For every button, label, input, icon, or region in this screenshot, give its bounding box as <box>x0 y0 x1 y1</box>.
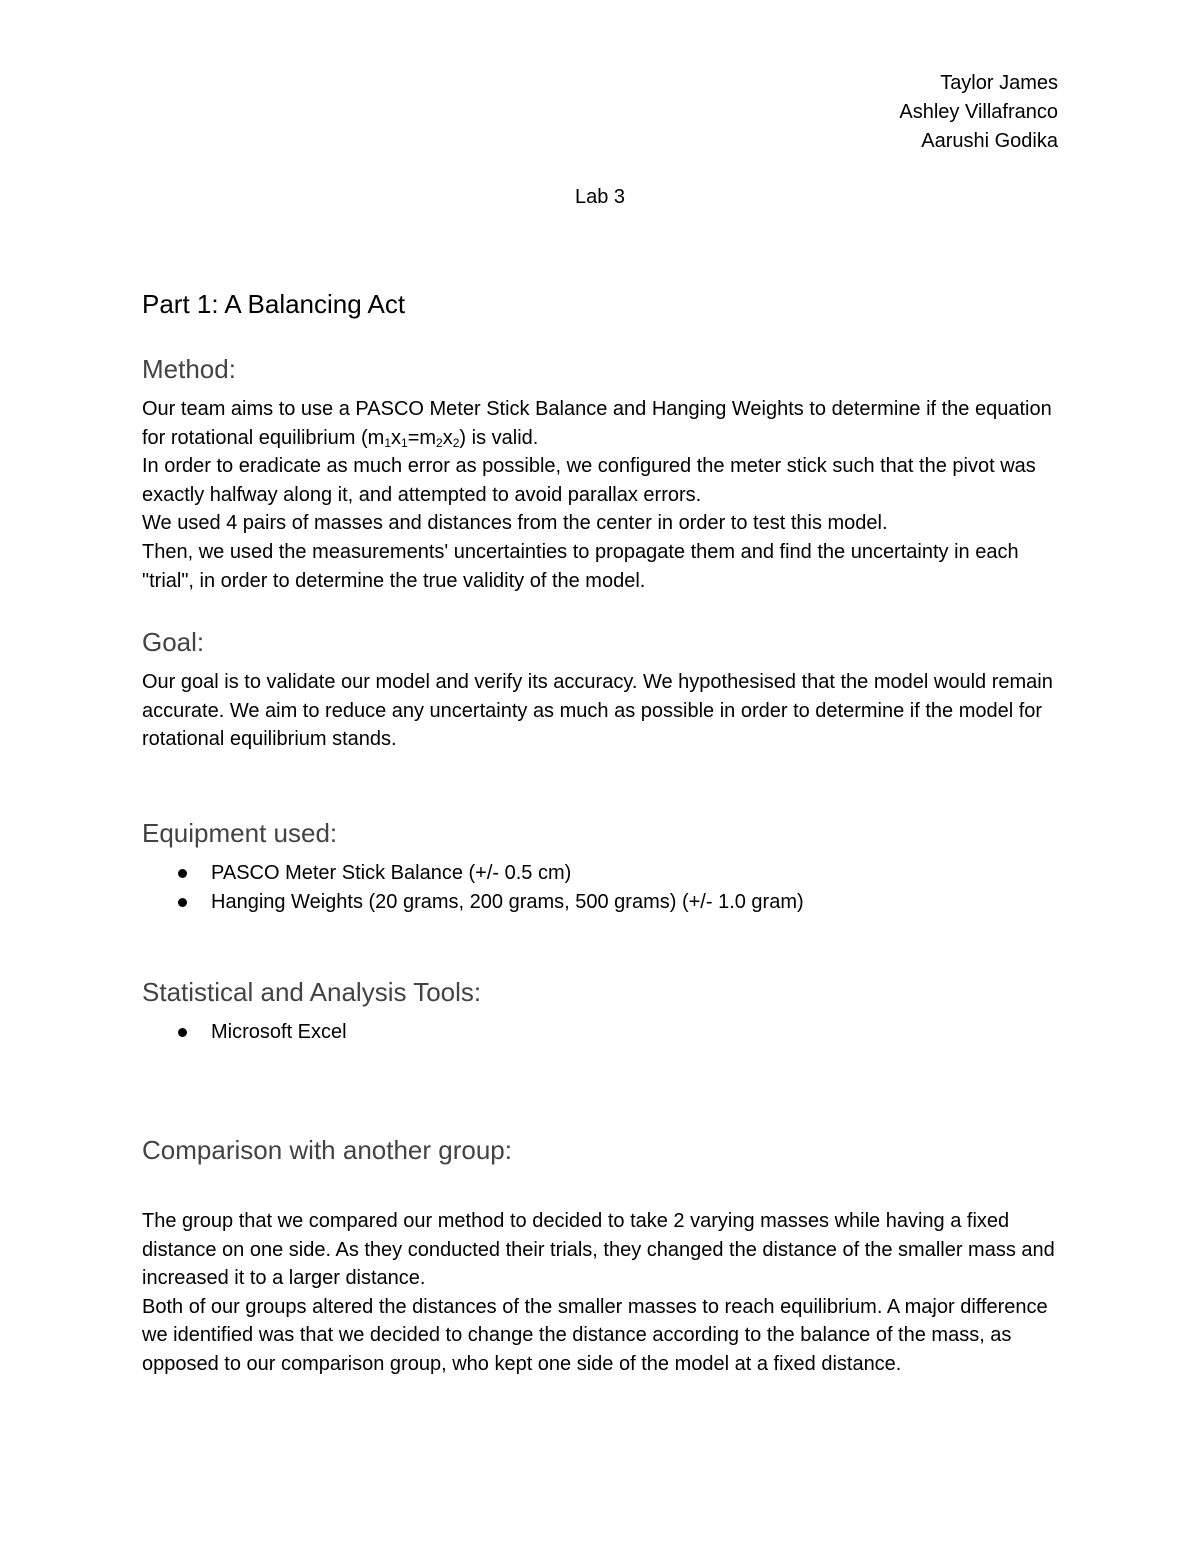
part-title: Part 1: A Balancing Act <box>142 289 406 319</box>
tools-list <box>142 1018 1058 1047</box>
bullet-icon <box>178 869 187 878</box>
goal-paragraph: Our goal is to validate our model and verify its accuracy. We hypothesised that the model would remain accurate. We aim to reduce any uncertainty as much as possible in order to determine if the model for rotational equilibrium stands. <box>142 671 1053 751</box>
comparison-paragraph-2: Both of our groups altered the distances of the smaller masses to reach equilibrium. A major difference we identified was that we decided to change the distance according to the balance of the mass, as opposed to our comparison group, who kept one side of the model at a fixed distance. <box>142 1295 1048 1375</box>
equipment-list <box>142 859 1058 917</box>
document-page <box>142 60 1058 1379</box>
bullet-icon <box>178 1028 187 1037</box>
list-item: PASCO Meter Stick Balance (+/- 0.5 cm) <box>142 859 1058 888</box>
comparison-heading: Comparison with another group: <box>142 1134 512 1165</box>
list-item: Hanging Weights (20 grams, 200 grams, 500 grams) (+/- 1.0 gram) <box>142 888 1058 917</box>
list-item: Microsoft Excel <box>142 1018 1058 1047</box>
method-paragraph-2: In order to eradicate as much error as possible, we configured the meter stick such that the pivot was exactly halfway along it, and attempted to avoid parallax errors. <box>142 455 1036 506</box>
author-list <box>142 69 1058 156</box>
equipment-heading: Equipment used: <box>142 817 338 848</box>
method-body <box>142 395 1058 595</box>
author-name: Taylor James <box>940 72 1058 94</box>
goal-heading: Goal: <box>142 627 205 658</box>
author-name: Aarushi Godika <box>921 130 1058 152</box>
bullet-icon <box>178 898 187 907</box>
method-paragraph-1: Our team aims to use a PASCO Meter Stick Balance and Hanging Weights to determine if the equation for rotational equilibrium $(m_1x_1=m_2x_2)$ is valid. <box>142 398 1052 450</box>
comparison-paragraph-1: The group that we compared our method to decided to take 2 varying masses while having a fixed distance on one side. As they conducted their trials, they changed the distance of the smaller mass and increased it to a larger distance. <box>142 1209 1055 1290</box>
method-paragraph-3: We used 4 pairs of masses and distances from the center in order to test this model. <box>142 512 888 535</box>
method-heading: Method: <box>142 354 236 384</box>
goal-body <box>142 668 1058 754</box>
lab-title: Lab 3 <box>574 186 626 208</box>
tools-heading: Statistical and Analysis Tools: <box>142 976 482 1007</box>
comparison-body <box>142 1207 1058 1379</box>
method-paragraph-4: Then, we used the measurements' uncertainties to propagate them and find the uncertainty in each "trial", in order to determine the true validity of the model. <box>142 540 1019 592</box>
author-name: Ashley Villafranco <box>899 101 1058 123</box>
